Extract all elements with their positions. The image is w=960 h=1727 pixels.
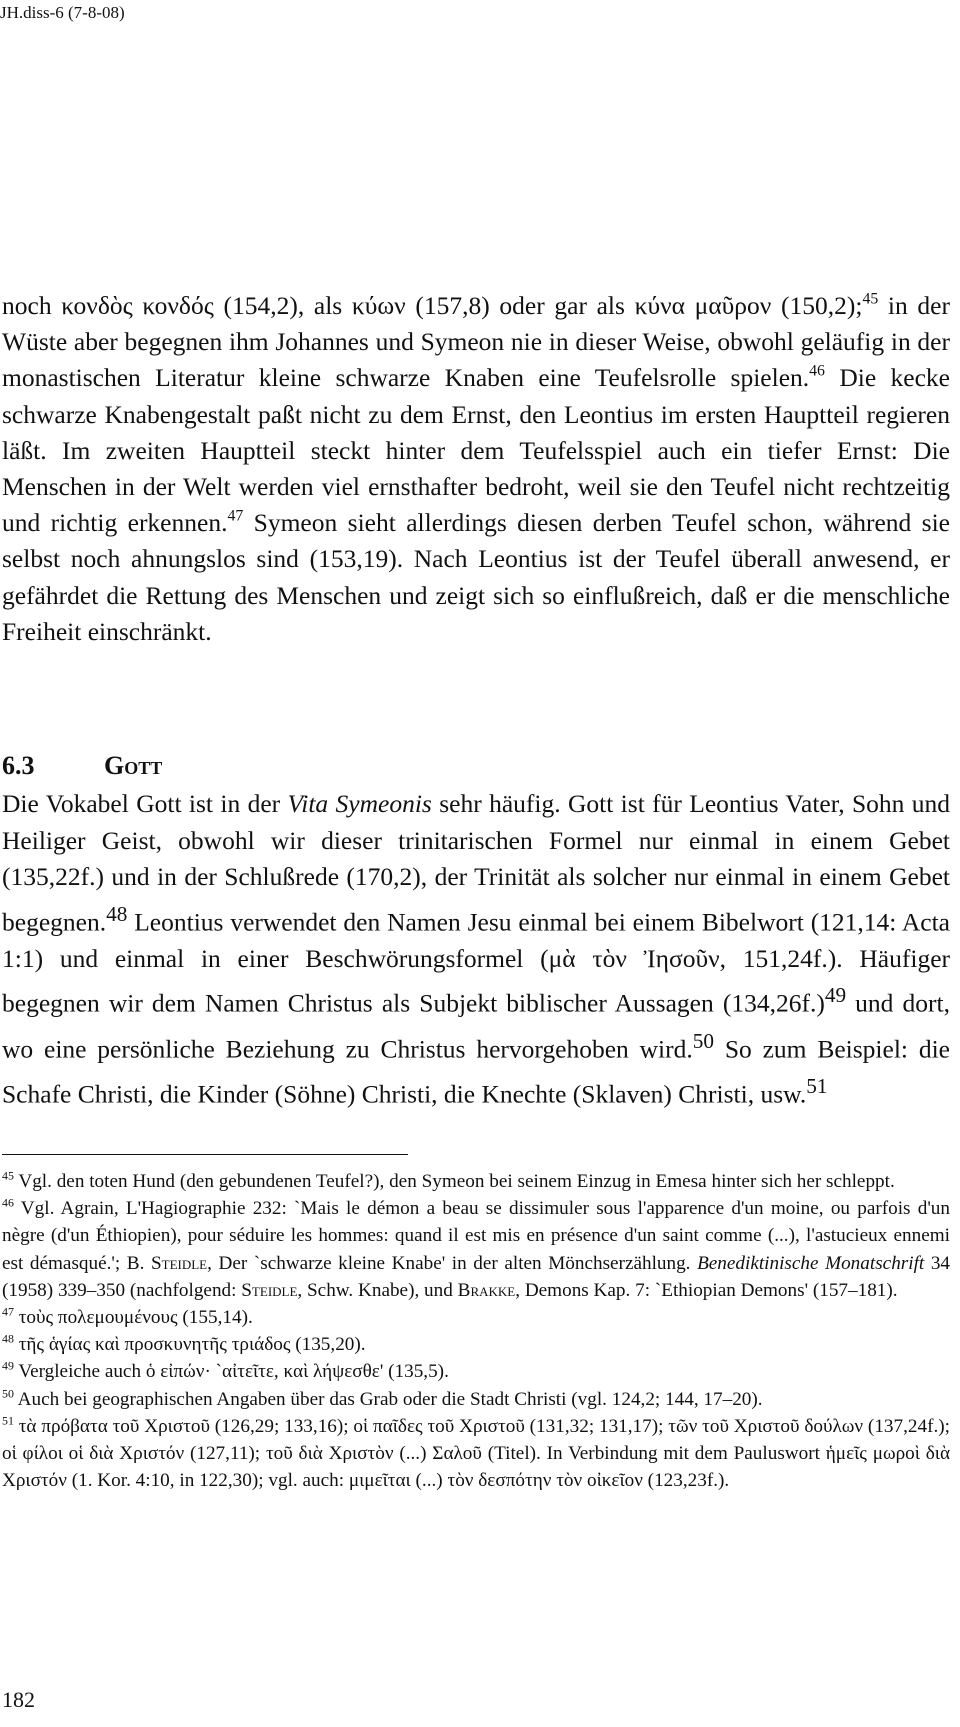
section-paragraph-god [2, 786, 950, 1113]
footnote-text: τοὺς πολεμουμένους (155,14). [13, 1307, 253, 1329]
footnote-ref-48[interactable]: 48 [106, 901, 128, 926]
footnote-49 [2, 1358, 950, 1385]
paragraph [2, 288, 950, 650]
footnote-45 [2, 1168, 950, 1195]
footnote-number: 50 [2, 1385, 14, 1400]
section-number: 6.3 [2, 751, 35, 780]
footnote-number: 48 [2, 1331, 14, 1346]
footnote-text: , Schw. Knabe), und [297, 1279, 458, 1301]
text-run: Die kecke schwarze Knabengestalt paßt nicht zu dem Ernst, den Leontius im ersten Hauptteil regieren läßt. Im zweiten Hauptteil steckt hinter dem Teufelsspiel auch ein tiefer Ernst: Die Menschen in der Welt werden viel ernsthafter bedroht, weil sie den Teufel nicht rechtzeitig und richtig erkennen. [2, 363, 950, 538]
footnote-text: 34 (1958) 339–350 (nachfolgend: [2, 1252, 951, 1301]
author-name: Steidle [241, 1279, 298, 1301]
footnote-number: 49 [2, 1358, 14, 1373]
footnote-text: , Demons Kap. 7: `Ethiopian Demons' (157–181). [515, 1279, 898, 1301]
footnote-text: Vgl. Agrain, L'Hagiographie 232: `Mais le démon a beau se dissimuler sous l'apparence d'un moine, ou parfois d'un nègre (d'un Éthiopien), pour séduire les hommes: quand il est mis en présence d'un saint comme (...), l'astucieux ennemi est démasqué.'; B. [2, 1198, 950, 1274]
footnote-text: , Der `schwarze kleine Knabe' in der alten Mönchserzählung. [207, 1252, 698, 1274]
section-heading [2, 750, 162, 782]
journal-title: Benediktinische Monatschrift [697, 1252, 925, 1274]
footnote-text: τῆς ἁγίας καὶ προσκυνητῆς τριάδος (135,20). [13, 1334, 366, 1356]
text-run: So zum Beispiel: die Schafe Christi, die Kinder (Söhne) Christi, die Knechte (Sklaven) Christi, usw. [2, 1034, 950, 1109]
footnote-number: 45 [2, 1168, 14, 1183]
footnote-ref-51[interactable]: 51 [806, 1073, 828, 1098]
footnote-number: 46 [2, 1195, 14, 1210]
author-name: Steidle [150, 1252, 208, 1274]
footnote-50 [2, 1386, 950, 1413]
paragraph [2, 786, 950, 1113]
footnote-text: Auch bei geographischen Angaben über das Grab oder die Stadt Christi (vgl. 124,2; 144, 17–20). [13, 1388, 763, 1410]
text-run: und dort, wo eine persönliche Beziehung zu Christus hervorgehoben wird. [2, 988, 950, 1064]
footnote-text: Vgl. den toten Hund (den gebundenen Teufel?), den Symeon bei seinem Einzug in Emesa hinter sich her schleppt. [13, 1171, 895, 1192]
footnote-text: τὰ πρόβατα τοῦ Χριστοῦ (126,29; 133,16); οἱ παῖδες τοῦ Χριστοῦ (131,32; 131,17); τῶν τοῦ Χριστοῦ δούλων (137,24f.); οἱ φίλοι οἱ διὰ Χριστόν (127,11); τοῦ διὰ Χριστὸν (...) Σαλοῦ (Titel). In Verbindung mit dem Pauluswort ἡμεῖς μωροὶ διὰ Χριστόν (1. Kor. 4:10, in 122,30); vgl. auch: μιμεῖται (...) τὸν δεσπότην τὸν οἰκεῖον (123,23f.). [2, 1415, 950, 1492]
footnotes [2, 1168, 950, 1494]
footnote-number: 51 [2, 1413, 14, 1428]
footnote-ref-45[interactable]: 45 [862, 290, 879, 308]
footnote-text: Vergleiche auch ὁ εἰπών· `αἰτεῖτε, καὶ λήψεσθε' (135,5). [13, 1361, 449, 1383]
text-run: sehr häufig. Gott ist für Leontius Vater, Sohn und Heiliger Geist, obwohl wir dieser trinitarischen Formel nur einmal in einem Gebet (135,22f.) und in der Schlußrede (170,2), der Trinität als solcher nur einmal in einem Gebet begegnen. [2, 789, 951, 937]
section-paragraph-demons [2, 288, 950, 650]
footnote-46 [2, 1195, 950, 1304]
text-run: Leontius verwendet den Namen Jesu einmal bei einem Bibelwort (121,14: Acta 1:1) und einmal in einer Beschwörungsformel (μὰ τὸν Ἰησοῦν, 151,24f.). Häufiger begegnen wir dem Namen Christus als Subjekt biblischer Aussagen (134,26f.) [2, 907, 950, 1018]
text-run: Die Vokabel Gott ist in der [2, 789, 288, 818]
footnote-47 [2, 1304, 950, 1331]
footnote-divider [2, 1154, 408, 1155]
footnote-ref-46[interactable]: 46 [809, 363, 825, 381]
section-title: Gott [104, 751, 163, 780]
footnote-number: 47 [2, 1304, 14, 1319]
footnote-ref-50[interactable]: 50 [692, 1028, 714, 1053]
footnote-ref-49[interactable]: 49 [824, 983, 847, 1008]
footnote-ref-47[interactable]: 47 [227, 507, 244, 525]
document-header: JH.diss-6 (7-8-08) [0, 3, 125, 22]
italic-title: Vita Symeonis [287, 789, 432, 818]
author-name: Brakke [457, 1279, 516, 1301]
text-run: noch κονδὸς κονδός (154,2), als κύων (157,8) oder gar als κύνα μαῦρον (150,2); [2, 291, 863, 320]
footnote-48 [2, 1331, 950, 1358]
text-run: Symeon sieht allerdings diesen derben Teufel schon, während sie selbst noch ahnungslos sind (153,19). Nach Leontius ist der Teufel überall anwesend, er gefährdet die Rettung des Menschen und zeigt sich so einflußreich, daß er die menschliche Freiheit einschränkt. [2, 508, 951, 646]
text-run: in der Wüste aber begegnen ihm Johannes und Symeon nie in dieser Weise, obwohl geläufig in der monastischen Literatur kleine schwarze Knaben eine Teufelsrolle spielen. [2, 291, 950, 393]
footnote-51 [2, 1413, 950, 1495]
page-number: 182 [2, 1687, 35, 1712]
